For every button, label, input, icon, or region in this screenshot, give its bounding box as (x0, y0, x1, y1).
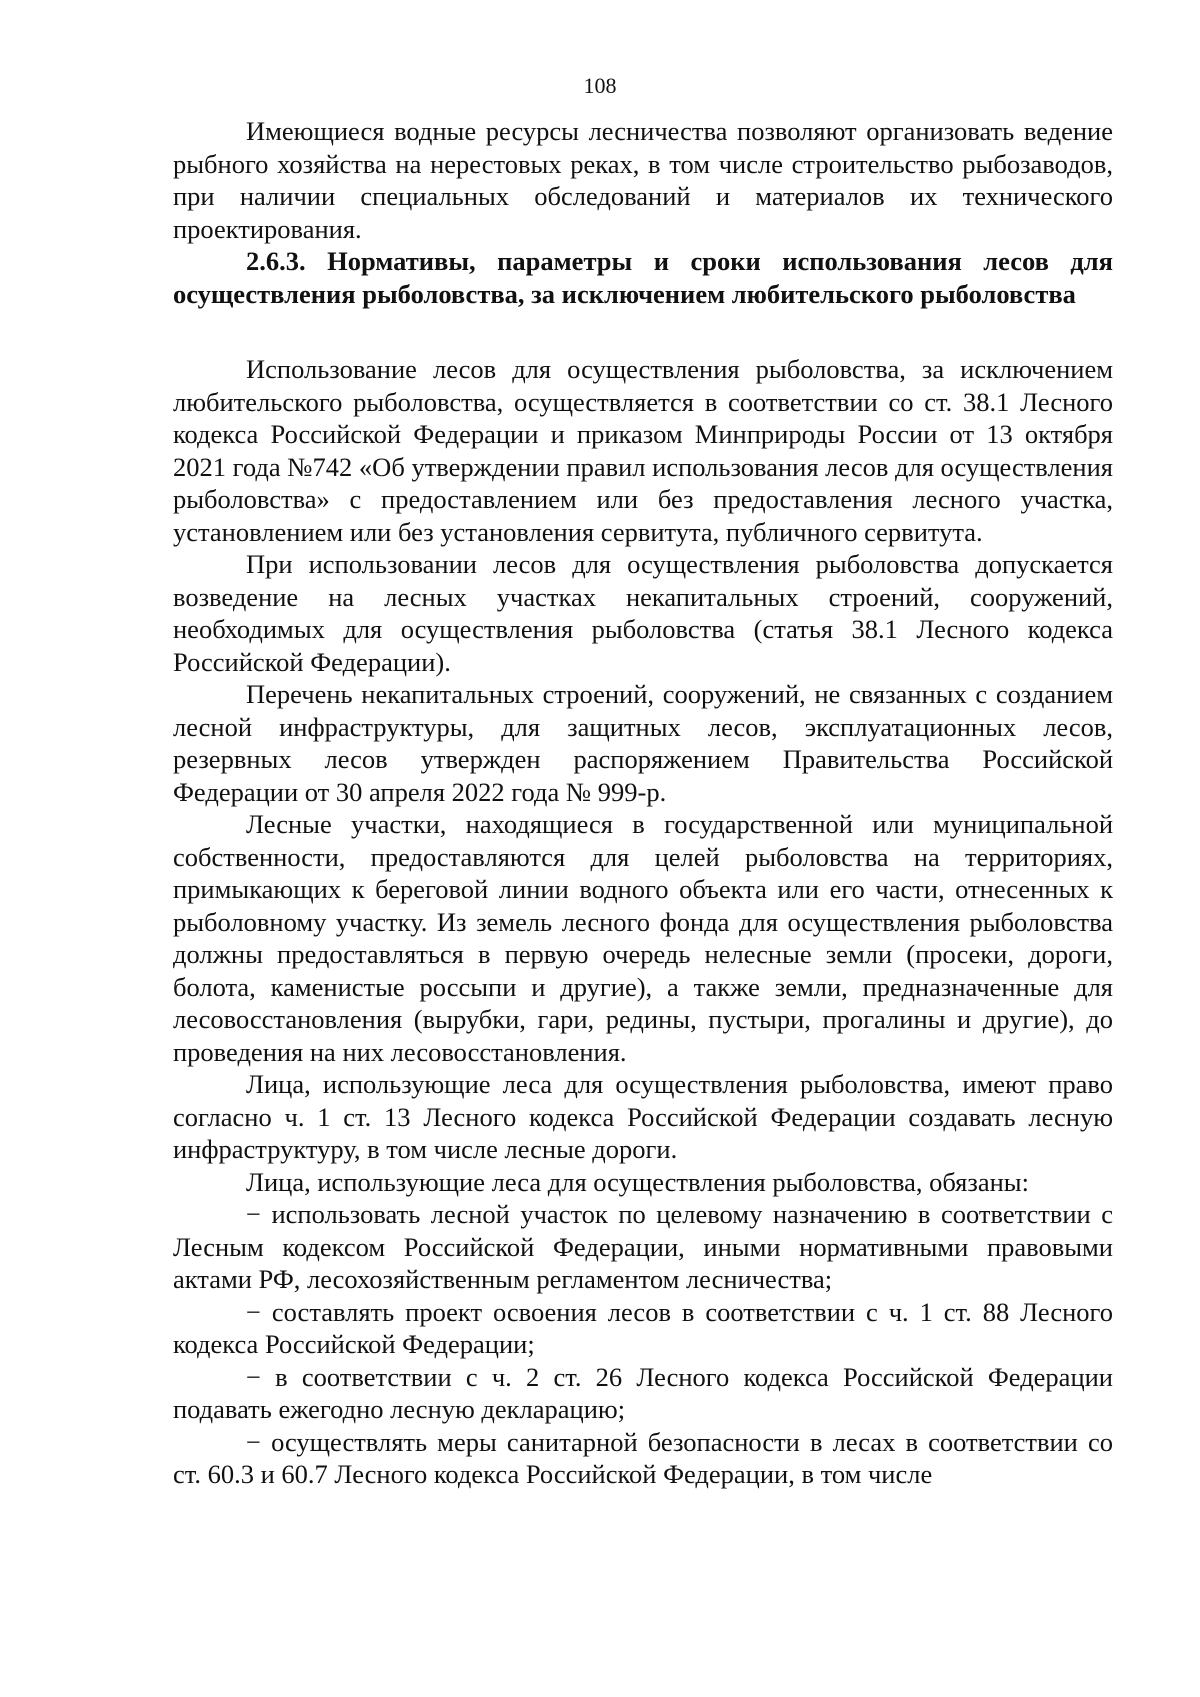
obligation-item-3: − в соответствии с ч. 2 ст. 26 Лесного кодекса Российской Федерации подавать ежегодно лесную декларацию; (173, 1361, 1113, 1424)
paragraph-4: Лесные участки, находящиеся в государственной или муниципальной собственности, предоставляются для целей рыболовства на территориях, примыкающих к береговой линии водного объекта или его части, отнесенных к рыболовному участку. Из земель лесного фонда для осуществления рыболовства должны предоставляться в первую очередь нелесные земли (просеки, дороги, болота, каменистые россыпи и другие), а также земли, предназначенные для лесовосстановления (вырубки, гари, редины, пустыри, прогалины и другие), до проведения на них лесовосстановления. (173, 809, 1113, 1067)
obligation-item-2: − составлять проект освоения лесов в соответствии с ч. 1 ст. 88 Лесного кодекса Российской Федерации; (173, 1296, 1113, 1359)
paragraph-2: При использовании лесов для осуществления рыболовства допускается возведение на лесных участках некапитальных строений, сооружений, необходимых для осуществления рыболовства (статья 38.1 Лесного кодекса Российской Федерации). (173, 549, 1113, 677)
paragraph-3: Перечень некапитальных строений, сооружений, не связанных с созданием лесной инфраструктуры, для защитных лесов, эксплуатационных лесов, резервных лесов утвержден распоряжением Правительства Российской Федерации от 30 апреля 2022 года № 999-р. (173, 679, 1113, 807)
paragraph-5: Лица, использующие леса для осуществления рыболовства, имеют право согласно ч. 1 ст. 13 Лесного кодекса Российской Федерации создавать лесную инфраструктуру, в том числе лесные дороги. (173, 1069, 1113, 1164)
page-number: 108 (583, 73, 617, 98)
paragraph-1: Использование лесов для осуществления рыболовства, за исключением любительского рыболовства, осуществляется в соответствии со ст. 38.1 Лесного кодекса Российской Федерации и приказом Минприроды России от 13 октября 2021 года №742 «Об утверждении правил использования лесов для осуществления рыболовства» с предоставлением или без предоставления лесного участка, установлением или без установления сервитута, публичного сервитута. (173, 354, 1113, 547)
paragraph-6: Лица, использующие леса для осуществления рыболовства, обязаны: (246, 1166, 1029, 1197)
section-heading: 2.6.3. Нормативы, параметры и сроки использования лесов для осуществления рыболовства, за исключением любительского рыболовства (173, 246, 1113, 309)
intro-paragraph: Имеющиеся водные ресурсы лесничества позволяют организовать ведение рыбного хозяйства на нерестовых реках, в том числе строительство рыбозаводов, при наличии специальных обследований и материалов их технического проектирования. (173, 116, 1113, 244)
page-content (173, 115, 1113, 1491)
obligation-item-1: − использовать лесной участок по целевому назначению в соответствии с Лесным кодексом Российской Федерации, иными нормативными правовыми актами РФ, лесохозяйственным регламентом лесничества; (173, 1199, 1113, 1294)
obligation-item-4: − осуществлять меры санитарной безопасности в лесах в соответствии со ст. 60.3 и 60.7 Лесного кодекса Российской Федерации, в том числе (173, 1426, 1113, 1489)
